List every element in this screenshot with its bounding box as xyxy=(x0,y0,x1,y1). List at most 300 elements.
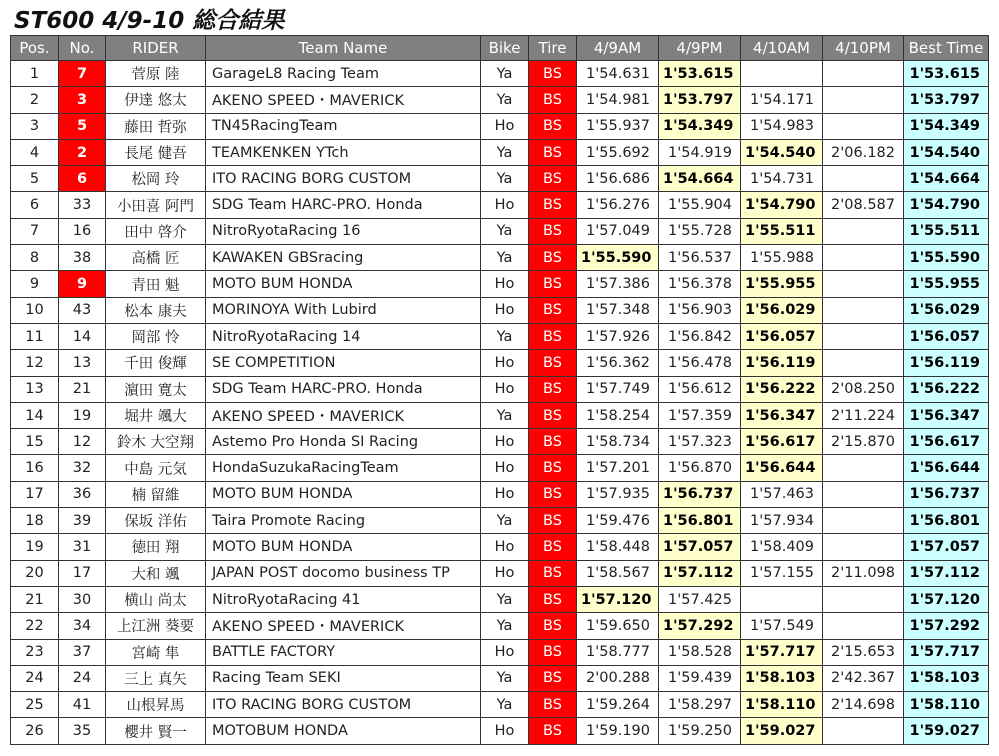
number-cell: 35 xyxy=(59,718,106,744)
best-time-cell: 1'56.617 xyxy=(904,429,989,455)
rider-cell: 楠 留維 xyxy=(106,481,206,507)
bike-cell: Ho xyxy=(481,560,529,586)
column-header-best-time: Best Time xyxy=(904,36,989,61)
bike-cell: Ho xyxy=(481,481,529,507)
session-time-cell: 1'57.463 xyxy=(741,481,823,507)
session-time-cell: 2'08.250 xyxy=(823,376,904,402)
column-header-4-9am: 4/9AM xyxy=(577,36,659,61)
position-cell: 8 xyxy=(11,245,59,271)
position-cell: 19 xyxy=(11,534,59,560)
best-time-cell: 1'59.027 xyxy=(904,718,989,744)
tire-cell: BS xyxy=(529,271,577,297)
best-time-cell: 1'56.737 xyxy=(904,481,989,507)
position-cell: 25 xyxy=(11,692,59,718)
session-time-cell xyxy=(823,455,904,481)
tire-cell: BS xyxy=(529,376,577,402)
team-cell: MOTOBUM HONDA xyxy=(206,718,481,744)
session-time-cell: 1'55.511 xyxy=(741,218,823,244)
session-time-cell: 1'58.254 xyxy=(577,402,659,428)
session-time-cell: 1'54.171 xyxy=(741,87,823,113)
tire-cell: BS xyxy=(529,639,577,665)
tire-cell: BS xyxy=(529,297,577,323)
tire-cell: BS xyxy=(529,665,577,691)
tire-cell: BS xyxy=(529,429,577,455)
tire-cell: BS xyxy=(529,245,577,271)
table-row xyxy=(11,297,989,323)
tire-cell: BS xyxy=(529,218,577,244)
rider-cell: 千田 俊輝 xyxy=(106,350,206,376)
bike-cell: Ya xyxy=(481,61,529,87)
position-cell: 16 xyxy=(11,455,59,481)
bike-cell: Ho xyxy=(481,271,529,297)
session-time-cell xyxy=(823,718,904,744)
bike-cell: Ho xyxy=(481,113,529,139)
tire-cell: BS xyxy=(529,718,577,744)
tire-cell: BS xyxy=(529,113,577,139)
team-cell: Taira Promote Racing xyxy=(206,508,481,534)
session-time-cell: 1'58.777 xyxy=(577,639,659,665)
bike-cell: Ya xyxy=(481,665,529,691)
position-cell: 24 xyxy=(11,665,59,691)
session-time-cell: 2'11.224 xyxy=(823,402,904,428)
session-time-cell: 2'11.098 xyxy=(823,560,904,586)
session-time-cell: 1'57.120 xyxy=(577,586,659,612)
table-row xyxy=(11,508,989,534)
session-time-cell: 1'56.686 xyxy=(577,166,659,192)
session-time-cell: 1'56.644 xyxy=(741,455,823,481)
table-row xyxy=(11,113,989,139)
number-cell: 19 xyxy=(59,402,106,428)
session-time-cell: 1'58.567 xyxy=(577,560,659,586)
best-time-cell: 1'58.110 xyxy=(904,692,989,718)
results-table xyxy=(10,35,989,745)
session-time-cell: 1'58.528 xyxy=(659,639,741,665)
rider-cell: 徳田 翔 xyxy=(106,534,206,560)
session-time-cell: 1'59.650 xyxy=(577,613,659,639)
session-time-cell: 2'15.653 xyxy=(823,639,904,665)
team-cell: HondaSuzukaRacingTeam xyxy=(206,455,481,481)
position-cell: 23 xyxy=(11,639,59,665)
table-row xyxy=(11,639,989,665)
column-header-no: No. xyxy=(59,36,106,61)
session-time-cell: 1'57.049 xyxy=(577,218,659,244)
session-time-cell: 1'58.409 xyxy=(741,534,823,560)
number-cell: 16 xyxy=(59,218,106,244)
position-cell: 18 xyxy=(11,508,59,534)
tire-cell: BS xyxy=(529,613,577,639)
rider-cell: 鈴木 大空翔 xyxy=(106,429,206,455)
rider-cell: 長尾 健吾 xyxy=(106,139,206,165)
table-row xyxy=(11,245,989,271)
session-time-cell: 1'55.692 xyxy=(577,139,659,165)
team-cell: AKENO SPEED・MAVERICK xyxy=(206,402,481,428)
session-time-cell: 2'06.182 xyxy=(823,139,904,165)
number-cell: 2 xyxy=(59,139,106,165)
session-time-cell: 1'56.119 xyxy=(741,350,823,376)
team-cell: AKENO SPEED・MAVERICK xyxy=(206,613,481,639)
table-row xyxy=(11,402,989,428)
session-time-cell: 1'58.297 xyxy=(659,692,741,718)
session-time-cell xyxy=(823,271,904,297)
session-time-cell xyxy=(741,61,823,87)
session-time-cell: 1'57.155 xyxy=(741,560,823,586)
session-time-cell: 1'56.276 xyxy=(577,192,659,218)
session-time-cell: 1'57.935 xyxy=(577,481,659,507)
table-row xyxy=(11,271,989,297)
number-cell: 9 xyxy=(59,271,106,297)
tire-cell: BS xyxy=(529,166,577,192)
team-cell: NitroRyotaRacing 16 xyxy=(206,218,481,244)
session-time-cell: 1'54.664 xyxy=(659,166,741,192)
session-time-cell: 1'58.734 xyxy=(577,429,659,455)
column-header-4-10am: 4/10AM xyxy=(741,36,823,61)
team-cell: NitroRyotaRacing 41 xyxy=(206,586,481,612)
rider-cell: 上江洲 葵要 xyxy=(106,613,206,639)
session-time-cell: 1'56.478 xyxy=(659,350,741,376)
bike-cell: Ho xyxy=(481,376,529,402)
bike-cell: Ho xyxy=(481,192,529,218)
position-cell: 5 xyxy=(11,166,59,192)
best-time-cell: 1'53.615 xyxy=(904,61,989,87)
team-cell: GarageL8 Racing Team xyxy=(206,61,481,87)
table-row xyxy=(11,665,989,691)
session-time-cell: 1'59.190 xyxy=(577,718,659,744)
session-time-cell: 1'57.348 xyxy=(577,297,659,323)
table-row xyxy=(11,613,989,639)
tire-cell: BS xyxy=(529,87,577,113)
tire-cell: BS xyxy=(529,350,577,376)
best-time-cell: 1'56.801 xyxy=(904,508,989,534)
session-time-cell xyxy=(823,113,904,139)
bike-cell: Ho xyxy=(481,297,529,323)
session-time-cell: 1'55.988 xyxy=(741,245,823,271)
session-time-cell: 1'55.728 xyxy=(659,218,741,244)
session-time-cell: 1'54.731 xyxy=(741,166,823,192)
number-cell: 37 xyxy=(59,639,106,665)
position-cell: 20 xyxy=(11,560,59,586)
rider-cell: 宮崎 隼 xyxy=(106,639,206,665)
session-time-cell: 1'56.362 xyxy=(577,350,659,376)
team-cell: MOTO BUM HONDA xyxy=(206,271,481,297)
session-time-cell xyxy=(823,586,904,612)
session-time-cell: 1'55.937 xyxy=(577,113,659,139)
team-cell: SDG Team HARC-PRO. Honda xyxy=(206,376,481,402)
rider-cell: 伊達 悠太 xyxy=(106,87,206,113)
table-row xyxy=(11,692,989,718)
bike-cell: Ya xyxy=(481,323,529,349)
session-time-cell: 1'55.955 xyxy=(741,271,823,297)
team-cell: TEAMKENKEN YTch xyxy=(206,139,481,165)
session-time-cell: 1'56.842 xyxy=(659,323,741,349)
table-row xyxy=(11,455,989,481)
rider-cell: 青田 魁 xyxy=(106,271,206,297)
bike-cell: Ya xyxy=(481,692,529,718)
number-cell: 38 xyxy=(59,245,106,271)
bike-cell: Ho xyxy=(481,639,529,665)
session-time-cell: 1'56.612 xyxy=(659,376,741,402)
team-cell: Astemo Pro Honda SI Racing xyxy=(206,429,481,455)
session-time-cell xyxy=(823,166,904,192)
session-time-cell: 1'56.057 xyxy=(741,323,823,349)
tire-cell: BS xyxy=(529,61,577,87)
bike-cell: Ho xyxy=(481,718,529,744)
number-cell: 31 xyxy=(59,534,106,560)
number-cell: 30 xyxy=(59,586,106,612)
page-title: ST600 4/9-10 総合結果 xyxy=(14,8,285,34)
position-cell: 14 xyxy=(11,402,59,428)
column-header-4-10pm: 4/10PM xyxy=(823,36,904,61)
session-time-cell: 1'57.201 xyxy=(577,455,659,481)
table-row xyxy=(11,429,989,455)
session-time-cell xyxy=(741,586,823,612)
column-header-team: Team Name xyxy=(206,36,481,61)
table-row xyxy=(11,218,989,244)
session-time-cell: 1'57.926 xyxy=(577,323,659,349)
number-cell: 21 xyxy=(59,376,106,402)
position-cell: 21 xyxy=(11,586,59,612)
session-time-cell: 1'58.110 xyxy=(741,692,823,718)
session-time-cell: 1'53.615 xyxy=(659,61,741,87)
position-cell: 26 xyxy=(11,718,59,744)
bike-cell: Ya xyxy=(481,218,529,244)
table-row xyxy=(11,560,989,586)
session-time-cell: 1'55.904 xyxy=(659,192,741,218)
bike-cell: Ho xyxy=(481,534,529,560)
session-time-cell: 1'58.103 xyxy=(741,665,823,691)
session-time-cell: 1'53.797 xyxy=(659,87,741,113)
session-time-cell xyxy=(823,481,904,507)
number-cell: 12 xyxy=(59,429,106,455)
session-time-cell: 1'54.790 xyxy=(741,192,823,218)
session-time-cell: 1'57.112 xyxy=(659,560,741,586)
best-time-cell: 1'57.112 xyxy=(904,560,989,586)
team-cell: MOTO BUM HONDA xyxy=(206,481,481,507)
tire-cell: BS xyxy=(529,534,577,560)
best-time-cell: 1'54.664 xyxy=(904,166,989,192)
best-time-cell: 1'55.590 xyxy=(904,245,989,271)
rider-cell: 藤田 哲弥 xyxy=(106,113,206,139)
rider-cell: 松岡 玲 xyxy=(106,166,206,192)
session-time-cell: 1'54.631 xyxy=(577,61,659,87)
bike-cell: Ho xyxy=(481,350,529,376)
table-row xyxy=(11,61,989,87)
session-time-cell xyxy=(823,323,904,349)
table-row xyxy=(11,350,989,376)
bike-cell: Ho xyxy=(481,455,529,481)
table-row xyxy=(11,718,989,744)
session-time-cell: 1'54.983 xyxy=(741,113,823,139)
number-cell: 39 xyxy=(59,508,106,534)
number-cell: 43 xyxy=(59,297,106,323)
number-cell: 17 xyxy=(59,560,106,586)
bike-cell: Ya xyxy=(481,508,529,534)
column-header-pos: Pos. xyxy=(11,36,59,61)
rider-cell: 菅原 陸 xyxy=(106,61,206,87)
session-time-cell: 1'59.439 xyxy=(659,665,741,691)
position-cell: 9 xyxy=(11,271,59,297)
team-cell: SE COMPETITION xyxy=(206,350,481,376)
column-header-tire: Tire xyxy=(529,36,577,61)
tire-cell: BS xyxy=(529,455,577,481)
position-cell: 12 xyxy=(11,350,59,376)
best-time-cell: 1'58.103 xyxy=(904,665,989,691)
session-time-cell xyxy=(823,534,904,560)
session-time-cell: 1'56.617 xyxy=(741,429,823,455)
team-cell: NitroRyotaRacing 14 xyxy=(206,323,481,349)
bike-cell: Ya xyxy=(481,402,529,428)
session-time-cell: 1'56.537 xyxy=(659,245,741,271)
team-cell: ITO RACING BORG CUSTOM xyxy=(206,166,481,192)
session-time-cell xyxy=(823,87,904,113)
number-cell: 33 xyxy=(59,192,106,218)
table-row xyxy=(11,139,989,165)
bike-cell: Ya xyxy=(481,139,529,165)
number-cell: 24 xyxy=(59,665,106,691)
position-cell: 1 xyxy=(11,61,59,87)
position-cell: 13 xyxy=(11,376,59,402)
session-time-cell xyxy=(823,508,904,534)
best-time-cell: 1'54.349 xyxy=(904,113,989,139)
tire-cell: BS xyxy=(529,402,577,428)
best-time-cell: 1'53.797 xyxy=(904,87,989,113)
best-time-cell: 1'55.511 xyxy=(904,218,989,244)
best-time-cell: 1'56.029 xyxy=(904,297,989,323)
number-cell: 14 xyxy=(59,323,106,349)
session-time-cell xyxy=(823,61,904,87)
bike-cell: Ya xyxy=(481,87,529,113)
tire-cell: BS xyxy=(529,560,577,586)
position-cell: 17 xyxy=(11,481,59,507)
session-time-cell xyxy=(823,297,904,323)
session-time-cell: 1'59.027 xyxy=(741,718,823,744)
session-time-cell xyxy=(823,350,904,376)
column-header-bike: Bike xyxy=(481,36,529,61)
session-time-cell xyxy=(823,218,904,244)
table-row xyxy=(11,586,989,612)
position-cell: 22 xyxy=(11,613,59,639)
table-row xyxy=(11,166,989,192)
session-time-cell: 1'57.359 xyxy=(659,402,741,428)
table-row xyxy=(11,192,989,218)
session-time-cell: 1'59.476 xyxy=(577,508,659,534)
rider-cell: 濵田 寛太 xyxy=(106,376,206,402)
table-row xyxy=(11,87,989,113)
session-time-cell: 1'57.292 xyxy=(659,613,741,639)
table-row xyxy=(11,376,989,402)
best-time-cell: 1'54.790 xyxy=(904,192,989,218)
column-header-4-9pm: 4/9PM xyxy=(659,36,741,61)
best-time-cell: 1'57.057 xyxy=(904,534,989,560)
best-time-cell: 1'56.222 xyxy=(904,376,989,402)
rider-cell: 三上 真矢 xyxy=(106,665,206,691)
session-time-cell: 1'58.448 xyxy=(577,534,659,560)
session-time-cell: 1'57.057 xyxy=(659,534,741,560)
session-time-cell: 1'57.549 xyxy=(741,613,823,639)
number-cell: 6 xyxy=(59,166,106,192)
session-time-cell: 1'56.737 xyxy=(659,481,741,507)
session-time-cell: 1'56.029 xyxy=(741,297,823,323)
team-cell: MOTO BUM HONDA xyxy=(206,534,481,560)
rider-cell: 中島 元気 xyxy=(106,455,206,481)
rider-cell: 堀井 颯大 xyxy=(106,402,206,428)
table-row xyxy=(11,481,989,507)
rider-cell: 小田喜 阿門 xyxy=(106,192,206,218)
session-time-cell: 1'54.981 xyxy=(577,87,659,113)
best-time-cell: 1'57.717 xyxy=(904,639,989,665)
column-header-rider: RIDER xyxy=(106,36,206,61)
tire-cell: BS xyxy=(529,692,577,718)
number-cell: 5 xyxy=(59,113,106,139)
session-time-cell: 1'59.264 xyxy=(577,692,659,718)
header-row xyxy=(11,36,989,61)
session-time-cell: 2'08.587 xyxy=(823,192,904,218)
tire-cell: BS xyxy=(529,192,577,218)
number-cell: 41 xyxy=(59,692,106,718)
rider-cell: 櫻井 賢一 xyxy=(106,718,206,744)
bike-cell: Ya xyxy=(481,586,529,612)
team-cell: TN45RacingTeam xyxy=(206,113,481,139)
table-row xyxy=(11,534,989,560)
tire-cell: BS xyxy=(529,323,577,349)
session-time-cell: 1'56.347 xyxy=(741,402,823,428)
session-time-cell: 1'54.540 xyxy=(741,139,823,165)
position-cell: 15 xyxy=(11,429,59,455)
session-time-cell: 1'57.934 xyxy=(741,508,823,534)
position-cell: 2 xyxy=(11,87,59,113)
rider-cell: 松本 康夫 xyxy=(106,297,206,323)
team-cell: SDG Team HARC-PRO. Honda xyxy=(206,192,481,218)
position-cell: 4 xyxy=(11,139,59,165)
team-cell: KAWAKEN GBSracing xyxy=(206,245,481,271)
best-time-cell: 1'56.347 xyxy=(904,402,989,428)
session-time-cell: 2'42.367 xyxy=(823,665,904,691)
session-time-cell: 1'55.590 xyxy=(577,245,659,271)
session-time-cell: 2'15.870 xyxy=(823,429,904,455)
session-time-cell: 1'57.386 xyxy=(577,271,659,297)
bike-cell: Ho xyxy=(481,429,529,455)
team-cell: JAPAN POST docomo business TP xyxy=(206,560,481,586)
number-cell: 7 xyxy=(59,61,106,87)
session-time-cell: 1'54.349 xyxy=(659,113,741,139)
best-time-cell: 1'56.644 xyxy=(904,455,989,481)
session-time-cell: 2'14.698 xyxy=(823,692,904,718)
tire-cell: BS xyxy=(529,586,577,612)
rider-cell: 横山 尚太 xyxy=(106,586,206,612)
number-cell: 34 xyxy=(59,613,106,639)
session-time-cell: 1'56.222 xyxy=(741,376,823,402)
session-time-cell: 1'54.919 xyxy=(659,139,741,165)
rider-cell: 田中 啓介 xyxy=(106,218,206,244)
team-cell: ITO RACING BORG CUSTOM xyxy=(206,692,481,718)
best-time-cell: 1'57.120 xyxy=(904,586,989,612)
bike-cell: Ya xyxy=(481,613,529,639)
session-time-cell xyxy=(823,613,904,639)
team-cell: AKENO SPEED・MAVERICK xyxy=(206,87,481,113)
rider-cell: 高橋 匠 xyxy=(106,245,206,271)
team-cell: MORINOYA With Lubird xyxy=(206,297,481,323)
session-time-cell: 1'56.801 xyxy=(659,508,741,534)
best-time-cell: 1'56.119 xyxy=(904,350,989,376)
position-cell: 3 xyxy=(11,113,59,139)
number-cell: 36 xyxy=(59,481,106,507)
session-time-cell: 1'57.717 xyxy=(741,639,823,665)
position-cell: 7 xyxy=(11,218,59,244)
bike-cell: Ya xyxy=(481,245,529,271)
position-cell: 11 xyxy=(11,323,59,349)
team-cell: Racing Team SEKI xyxy=(206,665,481,691)
team-cell: BATTLE FACTORY xyxy=(206,639,481,665)
position-cell: 6 xyxy=(11,192,59,218)
